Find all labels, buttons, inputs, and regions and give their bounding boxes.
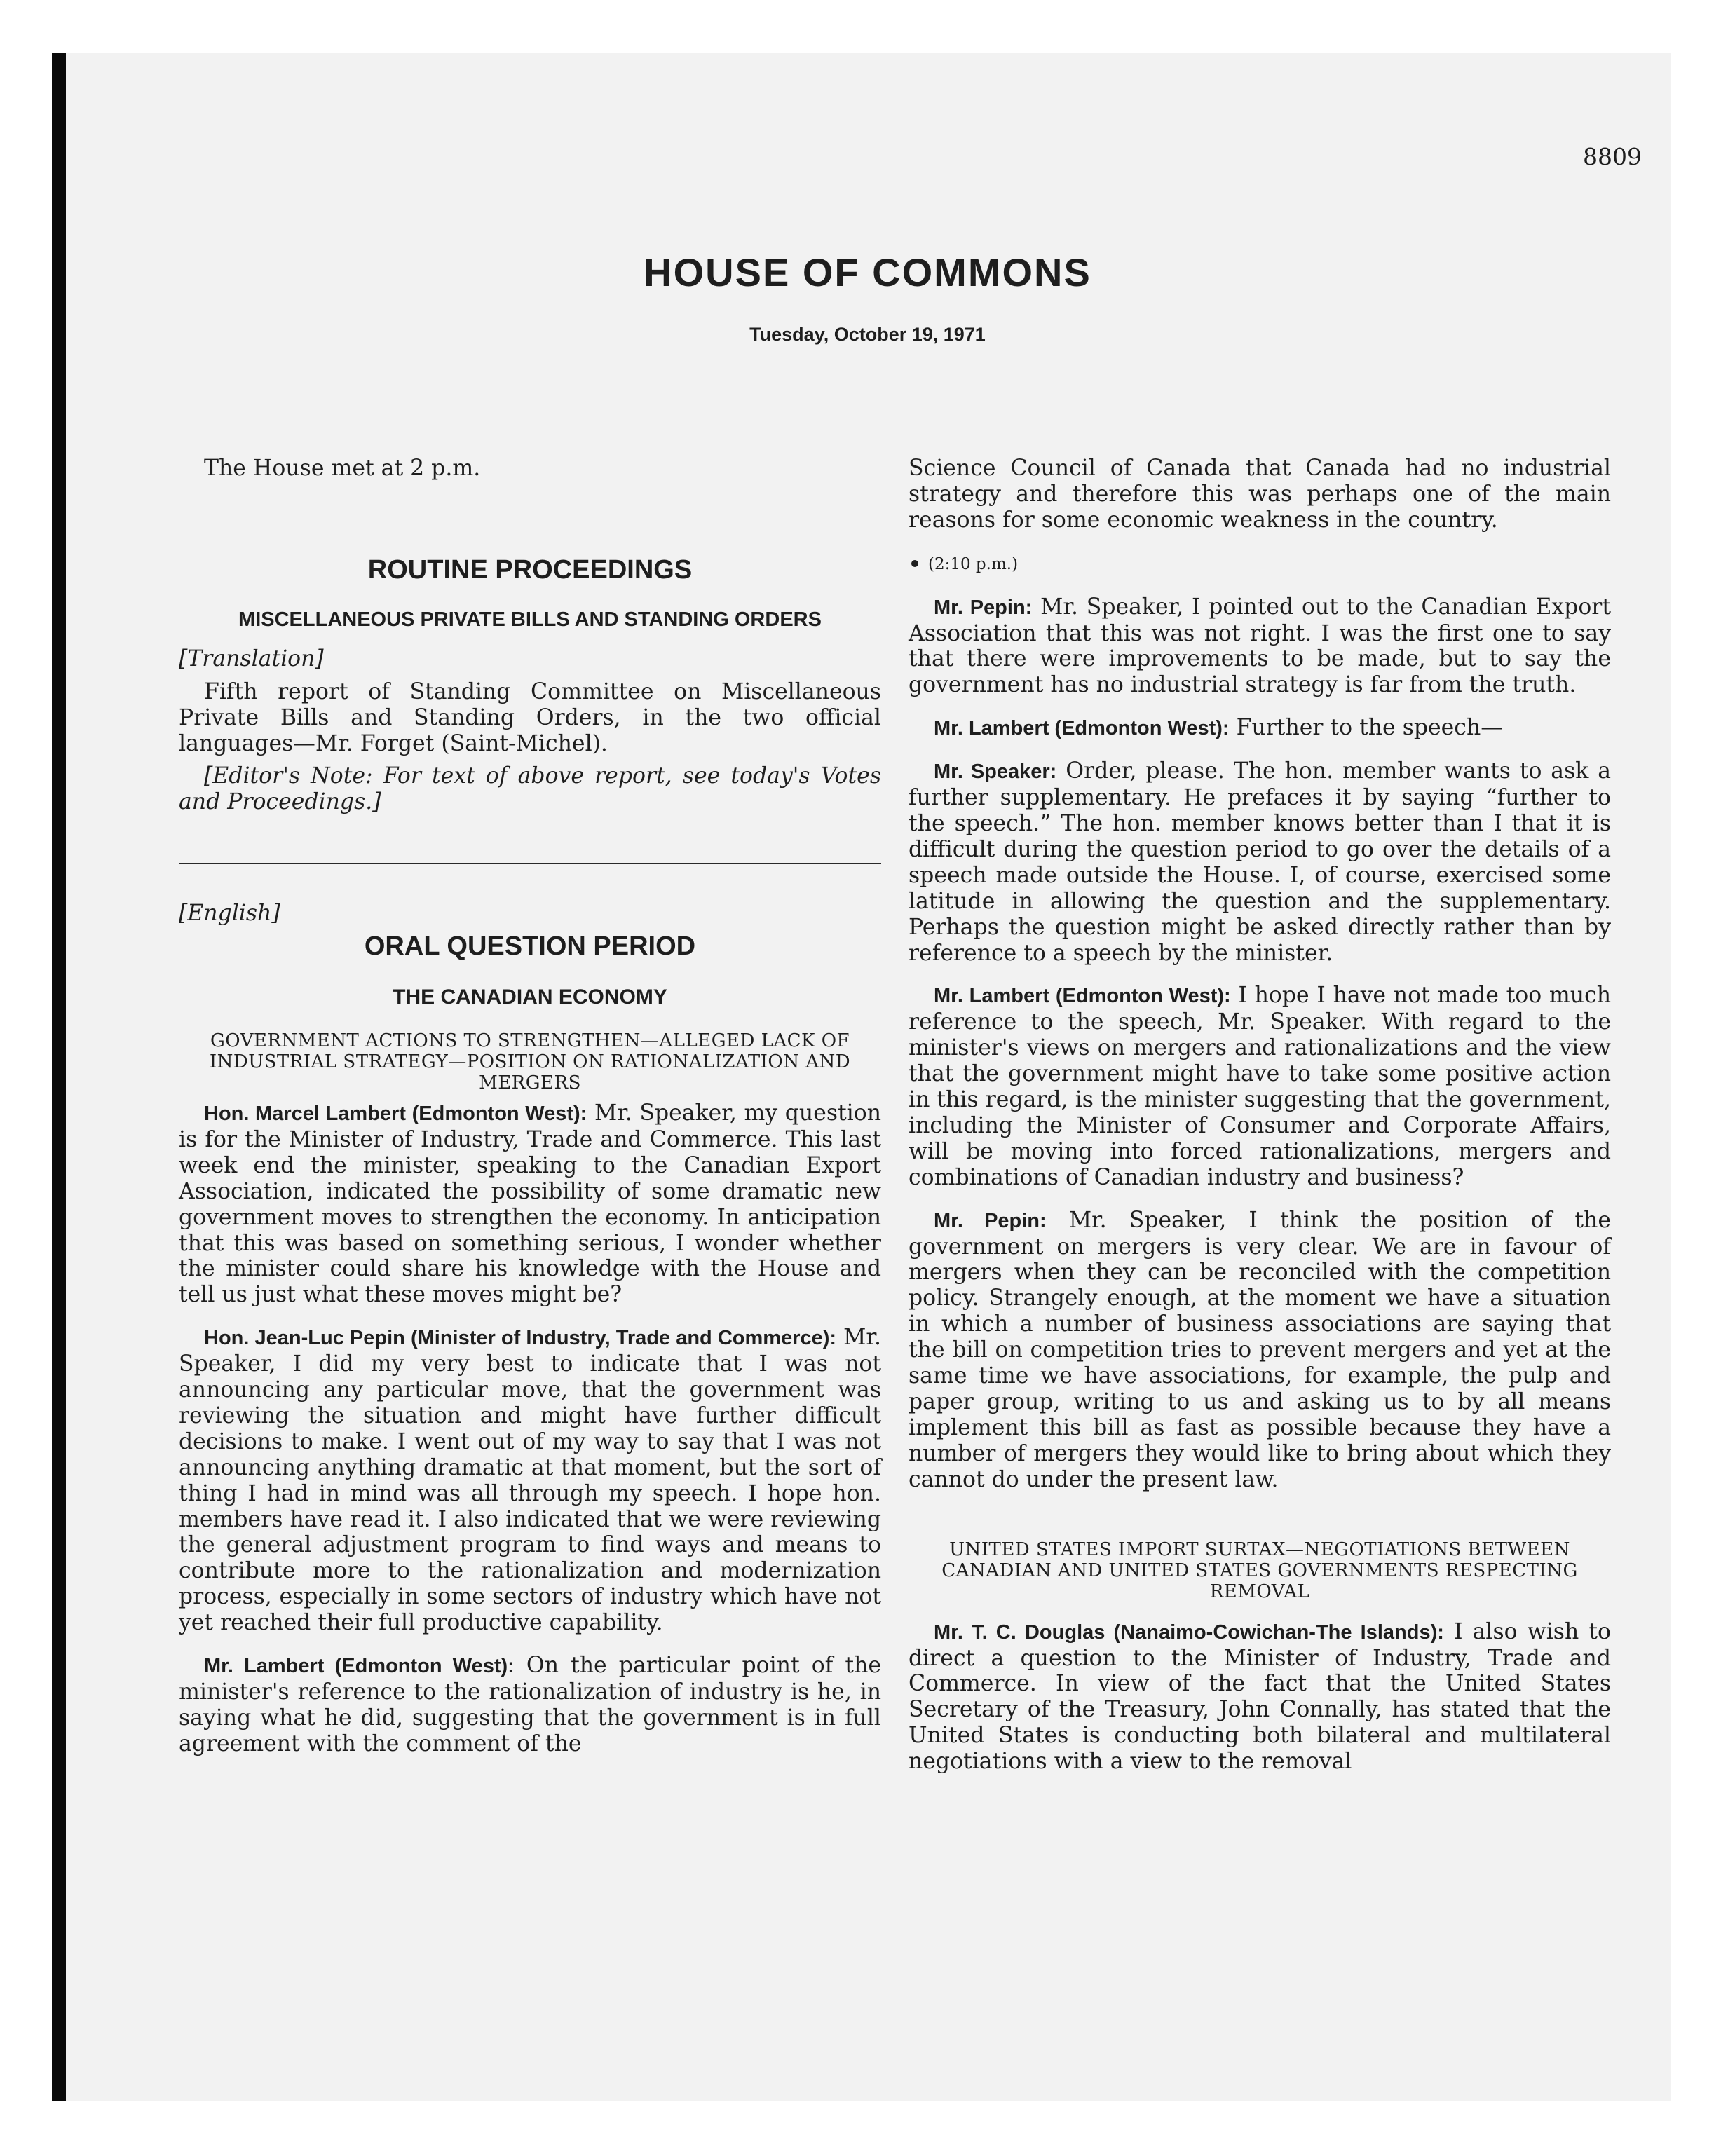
translation-tag: [Translation] [179,646,324,671]
subtopic-heading-us-import-surtax: UNITED STATES IMPORT SURTAX—NEGOTIATIONS BETWEEN CANADIAN AND UNITED STATES GOVERNMENTS RESPECTING REMOVAL [941,1538,1578,1602]
fifth-report-paragraph: Fifth report of Standing Committee on Miscellaneous Private Bills and Standing Orders, in the two official languages—Mr. Forget (Saint-Michel). [179,678,881,756]
opening-line: The House met at 2 p.m. [204,456,481,481]
topic-heading-canadian-economy: THE CANADIAN ECONOMY [393,985,667,1009]
english-tag: [English] [179,901,280,927]
bullet-icon [911,560,918,567]
speech-text: I also wish to direct a question to the Minister of Industry, Trade and Commerce. In view of the fact that the United States Secretary of the Treasury, John Connally, has stated that the United States is conducting both bilateral and multilateral negotiations with a view to the removal [909,1618,1612,1775]
continuation-paragraph: Science Council of Canada that Canada had no industrial strategy and therefore this was perhaps one of the main reasons for some economic weakness in the country. [909,456,1611,533]
subheading-misc-private-bills: MISCELLANEOUS PRIVATE BILLS AND STANDING ORDERS [238,608,822,631]
left-column [179,456,881,1757]
speech-text: Further to the speech— [1236,715,1503,741]
speech-lambert-2 [179,1653,881,1757]
speech-text: On the particular point of the minister's reference to the rationalization of industry is he, in saying what he did, suggesting that the government is in full agreement with the comment of the [179,1653,881,1756]
speech-text: Mr. Speaker, my question is for the Minister of Industry, Trade and Commerce. This last week end the minister, speaking to the Canadian Export Association, indicated the possibility of some dramatic new government moves to strengthen the economy. In anticipation that this was based on something serious, I wonder whether the minister could share his knowledge with the House and tell us just what these moves might be? [179,1100,881,1308]
subtopic-heading-government-actions: GOVERNMENT ACTIONS TO STRENGTHEN—ALLEGED LACK OF INDUSTRIAL STRATEGY—POSITION ON RATIONALIZATION AND MERGERS [209,1030,851,1093]
page-number: 8809 [1583,143,1642,170]
speech-pepin-2 [909,594,1611,699]
speaker-name: Hon. Jean-Luc Pepin (Minister of Industry, Trade and Commerce): [204,1327,837,1350]
speaker-name: Mr. Pepin: [934,596,1033,619]
editors-note: [Editor's Note: For text of above report, see today's Votes and Proceedings.] [179,763,881,815]
section-heading-routine-proceedings: ROUTINE PROCEEDINGS [367,554,693,585]
speech-pepin-3 [909,1208,1611,1493]
speaker-name: Mr. Lambert (Edmonton West): [204,1655,515,1678]
speaker-name: Mr. Lambert (Edmonton West): [934,985,1231,1008]
speech-text: Order, please. The hon. member wants to ask a further supplementary. He prefaces it by saying “further to the speech.” The hon. member knows better than I that it is difficult during the question period to go over the details of a speech made outside the House. I, of course, exercised some latitude in allowing the question and the supplementary. Perhaps the question might be asked directly rather than by reference to a speech by the minister. [909,758,1611,966]
speaker-name: Mr. T. C. Douglas (Nanaimo-Cowichan-The Islands): [934,1621,1444,1644]
right-column [909,456,1611,1775]
speech-text: Mr. Speaker, I think the position of the government on mergers is very clear. We are in favour of mergers when they can be reconciled with the competition policy. Strangely enough, at the moment we have a situation in which a number of business associations are saying that the bill on competition tries to prevent mergers and yet at the same time we have associations, for example, the pulp and paper group, writing to us and asking us to by all means implement this bill as fast as possible because they have a number of mergers they would like to bring about which they cannot do under the present law. [909,1207,1612,1492]
speech-douglas [909,1619,1611,1775]
page-title: HOUSE OF COMMONS [644,250,1091,294]
time-marker-text: (2:10 p.m.) [928,554,1019,573]
speech-text: Mr. Speaker, I did my very best to indicate that I was not announcing any particular move, that the government was reviewing the situation and might have further difficult decisions to make. I went out of my way to say that I was not announcing anything dramatic at that moment, but the sort of thing I had in mind was all through my speech. I hope hon. members have read it. I also indicated that we were reviewing the general adjustment program to find ways and means to contribute more to the rationalization and modernization process, especially in some sectors of industry which have not yet reached their full productive capability. [179,1325,881,1636]
speech-text: I hope I have not made too much reference to the speech, Mr. Speaker. With regard to the minister's views on mergers and rationalizations and the view that the government might have to take some positive action in this regard, is the minister suggesting that the government, including the Minister of Consumer and Corporate Affairs, will be moving into forced rationalizations, mergers and combinations of Canadian industry and business? [909,983,1612,1190]
speech-lambert-4 [909,983,1611,1190]
speech-text: Mr. Speaker, I pointed out to the Canadian Export Association that this was not right. I was the first one to say that there were improvements to be made, but to say the government has no industrial strategy is far from the truth. [909,594,1611,698]
book-spine-edge [52,53,66,2101]
time-marker [909,552,1611,578]
speech-pepin-1 [179,1325,881,1636]
section-divider [179,863,881,864]
speech-speaker [909,758,1611,966]
speaker-name: Mr. Pepin: [934,1209,1047,1232]
speech-lambert-3 [909,715,1611,742]
speaker-name: Hon. Marcel Lambert (Edmonton West): [204,1102,587,1125]
speaker-name: Mr. Speaker: [934,760,1057,784]
speaker-name: Mr. Lambert (Edmonton West): [934,717,1230,740]
speech-lambert-1 [179,1100,881,1308]
sitting-date: Tuesday, October 19, 1971 [749,324,986,345]
section-heading-oral-question-period: ORAL QUESTION PERIOD [364,932,696,962]
